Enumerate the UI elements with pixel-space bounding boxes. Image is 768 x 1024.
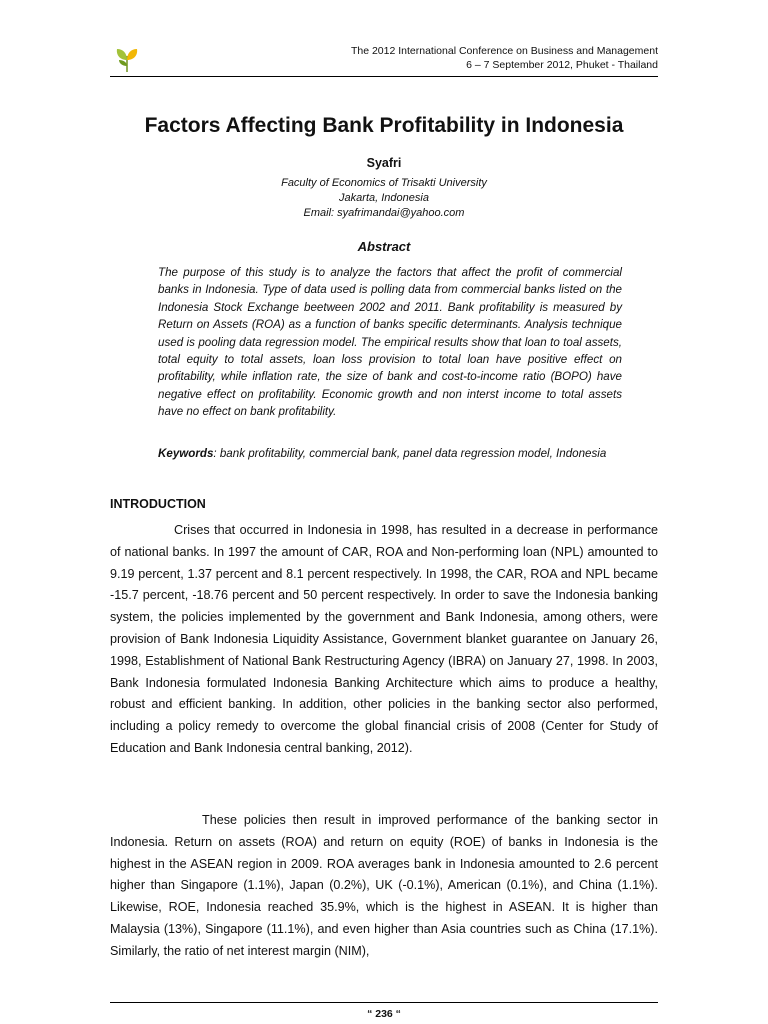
conference-info bbox=[351, 44, 658, 72]
page-header bbox=[110, 40, 658, 76]
introduction-paragraph-2: These policies then result in improved performance of the banking sector in Indonesia. Return on assets (ROA) and return on equity (ROE) of banks in Indonesia is the highest in the ASEAN region in 2009. ROA averages bank in Indonesia amounted to 2.6 percent higher than Singapore (1.1%), Japan (0.2%), UK (-0.1%), American (0.1%), and China (1.1%). Likewise, ROE, Indonesia reached 35.9%, which is the highest in ASEAN. It is higher than Malaysia (13%), Singapore (11.1%), and even higher than Asia countries such as China (17.1%). Similarly, the ratio of net interest margin (NIM), bbox=[110, 813, 658, 958]
introduction-heading: INTRODUCTION bbox=[110, 497, 206, 511]
paper-title: Factors Affecting Bank Profitability in Indonesia bbox=[144, 114, 624, 137]
affiliation: Faculty of Economics of Trisakti University bbox=[281, 177, 487, 189]
location: Jakarta, Indonesia bbox=[339, 192, 429, 204]
keywords-list: : bank profitability, commercial bank, panel data regression model, Indonesia bbox=[213, 447, 607, 460]
author-name: Syafri bbox=[366, 156, 402, 170]
author-affiliation-block bbox=[0, 176, 768, 221]
keywords bbox=[158, 445, 622, 462]
abstract-heading: Abstract bbox=[357, 239, 411, 254]
footer-divider bbox=[110, 1002, 658, 1003]
green-leaf-logo-icon bbox=[114, 44, 140, 74]
email: Email: syafrimandai@yahoo.com bbox=[303, 207, 465, 219]
page-number: “ 236 “ bbox=[367, 1008, 401, 1020]
abstract-text: The purpose of this study is to analyze the factors that affect the profit of commercial banks in Indonesia. Type of data used is polling data from commercial banks listed on the Indonesia Stock Exchange beetween 2002 and 2011. Bank profitability is measured by Return on Assets (ROA) as a function of banks specific determinants. Analysis technique used is pooling data regression model. The empirical results show that loan to toal assets, total equity to total assets, loan loss provision to total loan have positive effect on profitability, while inflation rate, the size of bank and cost-to-income ratio (BOPO) have negative effect on profitability. Economic growth and non interst income to total assets have no effect on bank profitability. bbox=[158, 266, 622, 419]
introduction-paragraph-1: Crises that occurred in Indonesia in 1998, has resulted in a decrease in performance of national banks. In 1997 the amount of CAR, ROA and Non-performing loan (NPL) amounted to 9.19 percent, 1.37 percent and 8.1 percent respectively. In 1998, the CAR, ROA and NPL became -15.7 percent, -18.76 percent and 50 percent respectively. In order to save the Indonesia banking system, the policies implemented by the government and Bank Indonesia, among others, were provision of Bank Indonesia Liquidity Assistance, Government blanket guarantee on January 26, 1998, Establishment of National Bank Restructuring Agency (IBRA) on January 27, 1998. In 2003, Bank Indonesia formulated Indonesia Banking Architecture which aims to produce a healthy, robust and efficient banking. In addition, other policies in the banking sector also performed, including a policy remedy to overcome the global financial crisis of 2008 (Center for Study of Education and Bank Indonesia central banking, 2012). bbox=[110, 523, 658, 755]
header-divider bbox=[110, 76, 658, 77]
conference-date-place: 6 – 7 September 2012, Phuket - Thailand bbox=[466, 59, 658, 71]
conference-name: The 2012 International Conference on Business and Management bbox=[350, 45, 658, 57]
keywords-label: Keywords bbox=[158, 447, 214, 460]
